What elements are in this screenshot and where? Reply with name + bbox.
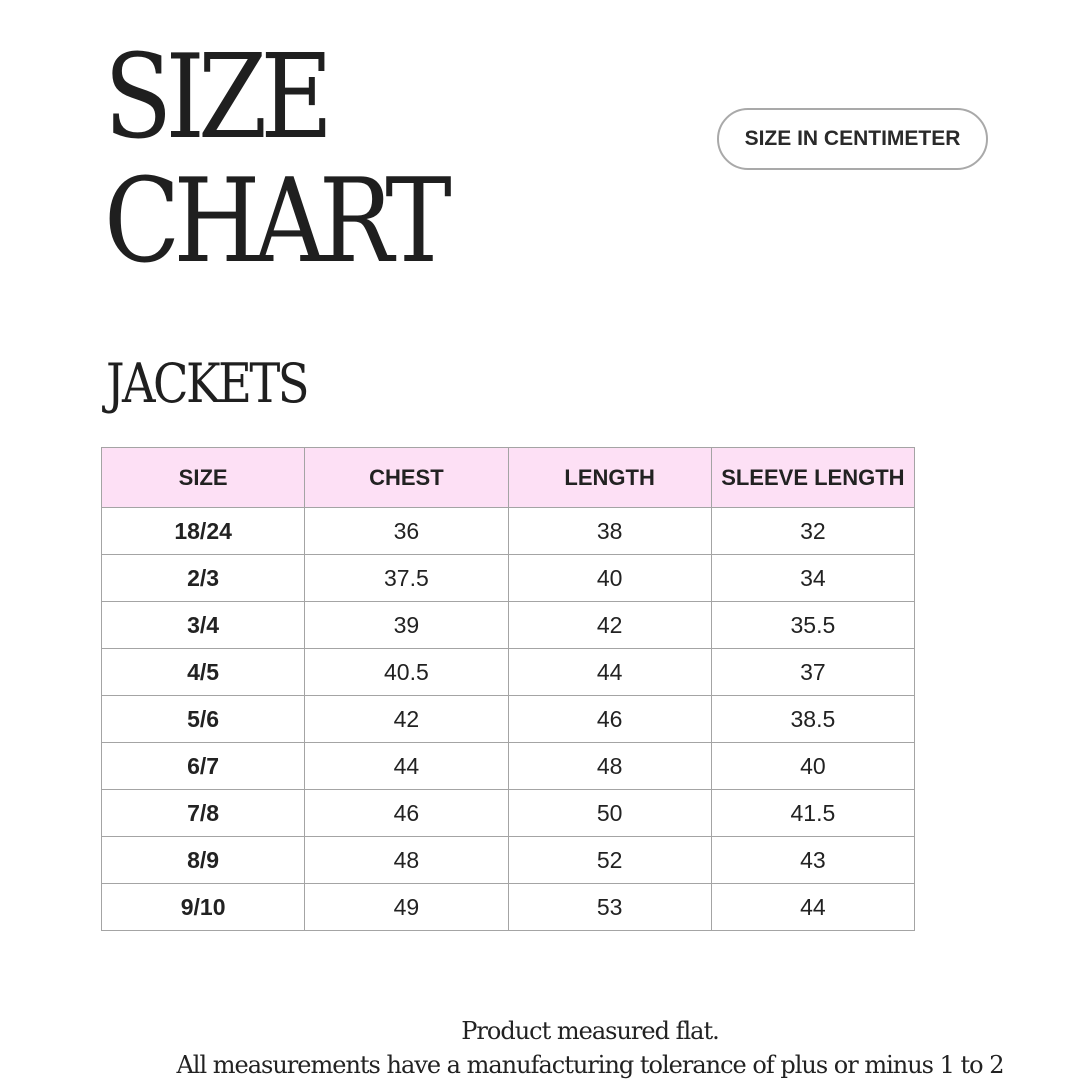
cell-chest: 40.5 — [305, 649, 508, 696]
cell-size: 2/3 — [102, 555, 305, 602]
unit-badge: SIZE IN CENTIMETER — [717, 108, 988, 170]
cell-sleeve-length: 35.5 — [711, 602, 914, 649]
column-header-chest: CHEST — [305, 448, 508, 508]
cell-length: 52 — [508, 837, 711, 884]
cell-size: 6/7 — [102, 743, 305, 790]
cell-sleeve-length: 38.5 — [711, 696, 914, 743]
cell-length: 42 — [508, 602, 711, 649]
page-title — [104, 30, 445, 289]
cell-length: 53 — [508, 884, 711, 931]
table-row — [102, 790, 915, 837]
cell-chest: 37.5 — [305, 555, 508, 602]
cell-sleeve-length: 43 — [711, 837, 914, 884]
cell-chest: 46 — [305, 790, 508, 837]
title-line-chart: CHART — [104, 154, 445, 289]
cell-size: 18/24 — [102, 508, 305, 555]
column-header-length: LENGTH — [508, 448, 711, 508]
size-table — [101, 447, 915, 931]
table-row — [102, 743, 915, 790]
footnote-line-1: Product measured flat. — [461, 1017, 719, 1045]
cell-chest: 48 — [305, 837, 508, 884]
cell-length: 50 — [508, 790, 711, 837]
cell-length: 48 — [508, 743, 711, 790]
cell-chest: 39 — [305, 602, 508, 649]
cell-chest: 42 — [305, 696, 508, 743]
cell-size: 4/5 — [102, 649, 305, 696]
table-row — [102, 837, 915, 884]
table-row — [102, 508, 915, 555]
cell-sleeve-length: 34 — [711, 555, 914, 602]
column-header-size: SIZE — [102, 448, 305, 508]
table-row — [102, 602, 915, 649]
table-row — [102, 884, 915, 931]
cell-size: 8/9 — [102, 837, 305, 884]
cell-sleeve-length: 40 — [711, 743, 914, 790]
cell-size: 5/6 — [102, 696, 305, 743]
table-header-row — [102, 448, 915, 508]
footnote — [0, 1014, 1080, 1082]
cell-length: 38 — [508, 508, 711, 555]
cell-sleeve-length: 44 — [711, 884, 914, 931]
cell-chest: 49 — [305, 884, 508, 931]
cell-length: 44 — [508, 649, 711, 696]
cell-size: 3/4 — [102, 602, 305, 649]
cell-sleeve-length: 37 — [711, 649, 914, 696]
section-title: JACKETS — [106, 352, 308, 415]
table-row — [102, 696, 915, 743]
cell-length: 46 — [508, 696, 711, 743]
table-row — [102, 555, 915, 602]
title-line-size: SIZE — [104, 30, 327, 165]
cell-chest: 44 — [305, 743, 508, 790]
cell-length: 40 — [508, 555, 711, 602]
cell-sleeve-length: 41.5 — [711, 790, 914, 837]
cell-chest: 36 — [305, 508, 508, 555]
table-row — [102, 649, 915, 696]
cell-sleeve-length: 32 — [711, 508, 914, 555]
footnote-line-2: All measurements have a manufacturing tolerance of plus or minus 1 to 2 — [176, 1051, 1004, 1079]
column-header-sleeve-length: SLEEVE LENGTH — [711, 448, 914, 508]
cell-size: 7/8 — [102, 790, 305, 837]
table-body — [102, 508, 915, 931]
cell-size: 9/10 — [102, 884, 305, 931]
